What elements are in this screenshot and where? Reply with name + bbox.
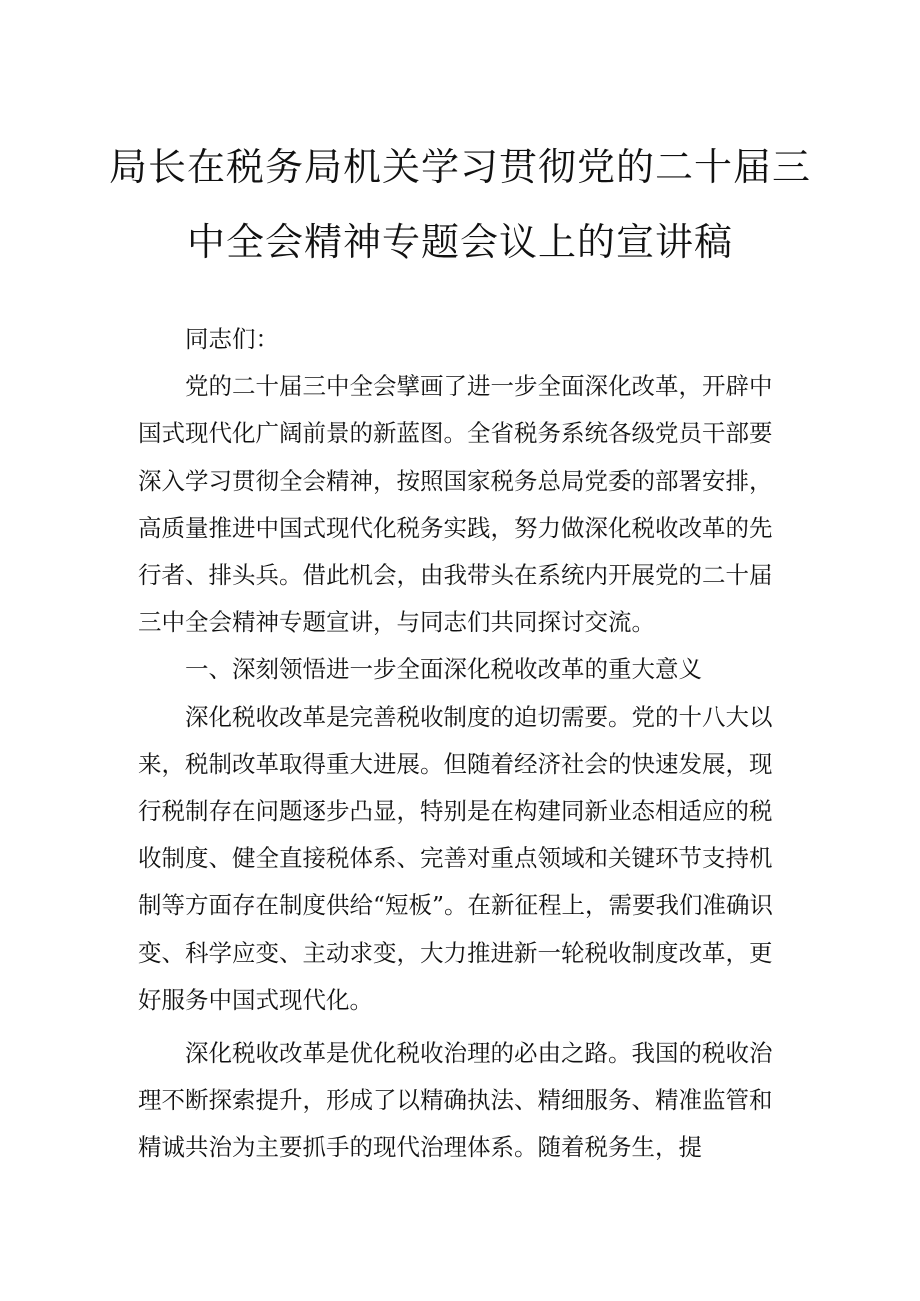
document-title-line-2: 中全会精神专题会议上的宣讲稿 [186,220,733,264]
document-title-line-1: 局长在税务局机关学习贯彻党的二十届三 [108,145,811,189]
salutation: 同志们： [185,325,279,353]
paragraph-intro: 党的二十届三中全会擘画了进一步全面深化改革，开辟中国式现代化广阔前景的新蓝图。全省税务系统各级党员干部要深入学习贯彻全会精神，按照国家税务总局党委的部署安排，高质量推进中国式现代化税务实践，努力做深化税收改革的先行者、排头兵。借此机会，由我带头在系统内开展党的二十届三中全会精神专题宣讲，与同志们共同探讨交流。 [138,372,773,637]
section-heading-1: 一、深刻领悟进一步全面深化税收改革的重大意义 [185,655,702,684]
paragraph-tax-governance: 深化税收改革是优化税收治理的必由之路。我国的税收治理不断探索提升，形成了以精确执法、精细服务、精准监管和精诚共治为主要抓手的现代治理体系。随着税务生，提 [138,1039,773,1162]
paragraph-tax-system: 深化税收改革是完善税收制度的迫切需要。党的十八大以来，税制改革取得重大进展。但随着经济社会的快速发展，现行税制存在问题逐步凸显，特别是在构建同新业态相适应的税收制度、健全直接税体系、完善对重点领域和关键环节支持机制等方面存在制度供给“短板”。在新征程上，需要我们准确识变、科学应变、主动求变，大力推进新一轮税收制度改革，更好服务中国式现代化。 [138,702,774,1014]
document-body [138,316,788,1172]
